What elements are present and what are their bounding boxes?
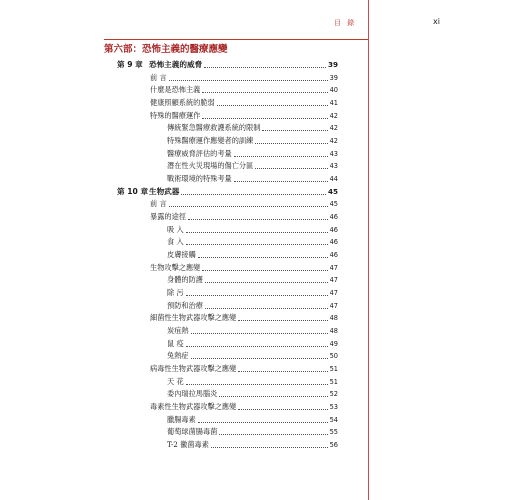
toc-chapter-number: 第 10 章 (117, 186, 149, 196)
toc-dot-leader (186, 243, 328, 245)
toc-entry (167, 349, 338, 361)
toc-dot-leader (238, 370, 327, 372)
toc-entry-title: 生物攻擊之應變 (150, 262, 201, 272)
toc-entry (167, 248, 338, 260)
toc-dot-leader (169, 205, 328, 207)
toc-entry-title: 細菌性生物武器攻擊之應變 (150, 313, 237, 323)
toc-dot-leader (198, 421, 328, 423)
toc-entry (167, 147, 338, 159)
toc-dot-leader (169, 79, 328, 81)
toc-page-number: 39 (329, 73, 338, 82)
toc-entry (167, 235, 338, 247)
toc-dot-leader (219, 395, 327, 397)
toc-dot-leader (204, 66, 326, 68)
toc-page-number: 45 (327, 186, 338, 196)
running-header-page-number: xi (433, 17, 440, 26)
part-title: 第六部：恐怖主義的醫療應變 (104, 44, 228, 55)
toc-entry-title: 食 入 (167, 237, 184, 247)
toc-dot-leader (186, 345, 328, 347)
toc-dot-leader (217, 104, 328, 106)
toc-dot-leader (188, 218, 328, 220)
toc-entry-title: 炭疽熱 (167, 326, 189, 336)
toc-page-number: 55 (329, 428, 338, 437)
toc-dot-leader (238, 408, 327, 410)
toc-entry (167, 337, 338, 349)
toc-entry-title: 生物武器 (149, 186, 180, 196)
toc-page-number: 52 (329, 390, 338, 399)
toc-page-number: 54 (329, 415, 338, 424)
toc-page-number: 42 (329, 124, 338, 133)
page-edge-rule (368, 0, 369, 500)
part-title-rule (104, 39, 368, 40)
toc-page-number: 48 (329, 327, 338, 336)
toc-page-number: 51 (329, 365, 338, 374)
toc-entry-title: 兔熱症 (167, 351, 189, 361)
toc-dot-leader (255, 142, 327, 144)
toc-page-number: 48 (329, 314, 338, 323)
toc-entry (167, 172, 338, 184)
toc-entry (167, 387, 338, 399)
toc-entry-title: 吸 入 (167, 224, 184, 234)
toc-entry (150, 197, 338, 209)
toc-entry (167, 121, 338, 133)
toc-entry-title: 傳統緊急醫療救護系統的限制 (167, 123, 261, 133)
toc-dot-leader (202, 269, 327, 271)
toc-entry (150, 109, 338, 121)
toc-dot-leader (234, 180, 328, 182)
toc-dot-leader (202, 91, 327, 93)
toc-dot-leader (186, 231, 328, 233)
toc-entry-title: 特殊的醫療運作 (150, 110, 201, 120)
toc-entry (150, 261, 338, 273)
toc-page-number: 46 (329, 213, 338, 222)
toc-dot-leader (205, 307, 328, 309)
toc-page-number: 46 (329, 251, 338, 260)
toc-page-number: 45 (329, 200, 338, 209)
toc-entry (167, 134, 338, 146)
toc-entry (167, 273, 338, 285)
toc-entry-title: 健康照顧系統的脆弱 (150, 98, 215, 107)
toc-dot-leader (219, 433, 327, 435)
toc-dot-leader (234, 155, 328, 157)
toc-dot-leader (202, 117, 327, 119)
toc-entry (167, 223, 338, 235)
toc-entry (150, 210, 338, 222)
toc-dot-leader (205, 281, 328, 283)
toc-entry-title: 天 花 (167, 376, 184, 386)
toc-dot-leader (255, 167, 327, 169)
toc-entry-title: 什麼是恐怖主義 (150, 85, 201, 95)
toc-entry (167, 413, 338, 425)
toc-entry (167, 159, 338, 171)
toc-entry-title: 身體的防護 (167, 275, 203, 285)
toc-entry (167, 299, 338, 311)
toc-dot-leader (238, 319, 327, 321)
toc-entry (150, 96, 338, 108)
running-header-section: 目 錄 (334, 19, 357, 27)
toc-entry-title: 除 污 (167, 288, 184, 298)
toc-page-number: 43 (329, 149, 338, 158)
toc-page-number: 42 (329, 111, 338, 120)
toc-entry-title: 毒素性生物武器攻擊之應變 (150, 402, 237, 412)
toc-entry (150, 83, 338, 95)
toc-page-number: 44 (329, 175, 338, 184)
toc-page-number: 40 (329, 86, 338, 95)
toc-entry-title: T-2 黴菌毒素 (167, 440, 209, 450)
toc-entry-title: 皮膚接觸 (167, 250, 196, 260)
toc-entry (150, 362, 338, 374)
toc-entry-title: 恐怖主義的威脅 (149, 60, 203, 69)
toc-dot-leader (198, 256, 328, 258)
toc-entry (167, 375, 338, 387)
toc-page-number: 43 (329, 162, 338, 171)
toc-page-number: 46 (329, 238, 338, 247)
toc-dot-leader (181, 193, 326, 195)
toc-entry-title: 臘腸毒素 (167, 414, 196, 424)
toc-entry (167, 324, 338, 336)
toc-entry-title: 戰術環境的特殊考量 (167, 174, 232, 184)
toc-entry-title: 暴露的途徑 (150, 212, 186, 222)
toc-page-number: 53 (329, 403, 338, 412)
toc-entry-title: 醫療威脅評估的考量 (167, 148, 232, 158)
toc-dot-leader (186, 294, 328, 296)
toc-page-number: 47 (329, 263, 338, 272)
toc-entry-title: 預防和治療 (167, 300, 203, 310)
toc-page-number: 47 (329, 289, 338, 298)
toc-page-number: 41 (329, 99, 338, 107)
toc-chapter-entry (117, 185, 338, 197)
toc-entry-title: 特殊醫療運作應變者的訓練 (167, 136, 254, 146)
toc-page-number: 51 (329, 377, 338, 386)
toc-entry-title: 前 言 (150, 199, 167, 209)
toc-chapter-entry (117, 58, 338, 70)
toc-entry (167, 286, 338, 298)
toc-entry (150, 71, 338, 83)
toc-dot-leader (211, 446, 328, 448)
toc-entry (167, 425, 338, 437)
toc-entry-title: 病毒性生物武器攻擊之應變 (150, 364, 237, 374)
toc-page-number: 56 (329, 441, 338, 450)
toc-dot-leader (186, 383, 328, 385)
toc-chapter-number: 第 9 章 (117, 60, 143, 69)
toc-entry (150, 400, 338, 412)
toc-page-number: 47 (329, 276, 338, 285)
toc-page-number: 42 (329, 137, 338, 146)
toc-page-number: 47 (329, 301, 338, 310)
toc-entry-title: 委內瑞拉馬腦炎 (167, 389, 218, 399)
toc-page-number: 50 (329, 352, 338, 361)
toc-entry (167, 438, 338, 450)
toc-entry-title: 葡萄球菌腸毒菌 (167, 427, 218, 437)
toc-entry (150, 311, 338, 323)
toc-entry-title: 前 言 (150, 72, 167, 82)
toc-page-number: 39 (327, 60, 338, 69)
toc-dot-leader (191, 332, 328, 334)
toc-entry-title: 潛在性火災現場的傷亡分區 (167, 161, 254, 171)
toc-entry-title: 鼠 疫 (167, 338, 184, 348)
toc-dot-leader (262, 129, 327, 131)
toc-page-number: 49 (329, 339, 338, 348)
toc-page-number: 46 (329, 225, 338, 234)
toc-dot-leader (191, 357, 328, 359)
